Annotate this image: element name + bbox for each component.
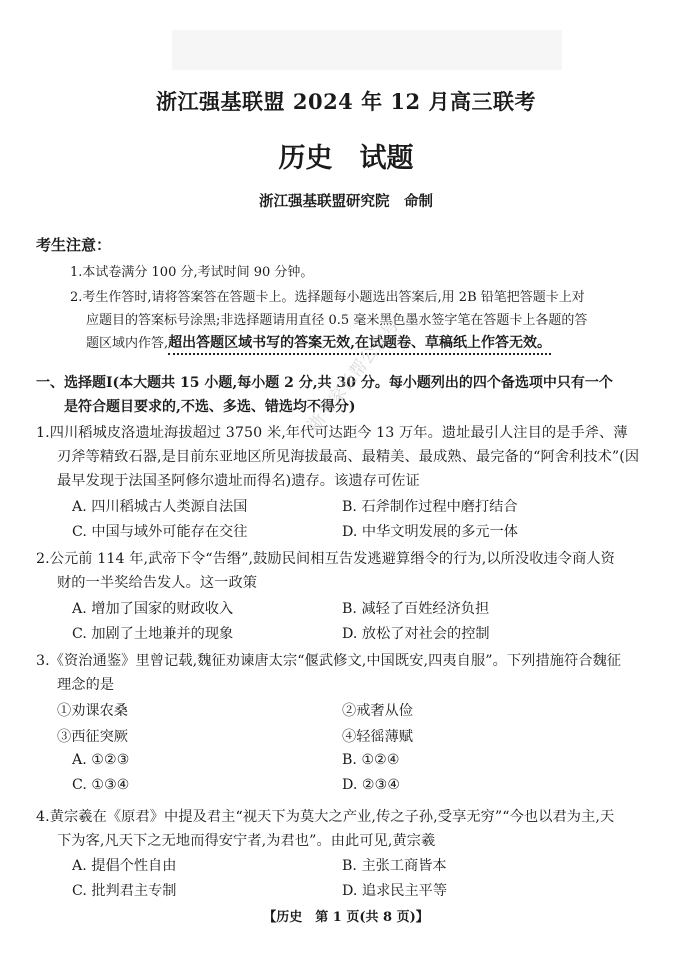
question-4-option-c: C. 批判君主专制 — [72, 883, 177, 899]
question-3-item-4: ④轻徭薄赋 — [342, 729, 413, 745]
question-3-line-2: 理念的是 — [57, 677, 115, 693]
question-1-option-c: C. 中国与域外可能存在交往 — [72, 524, 248, 540]
section-heading-line-1: 一、选择题Ⅰ(本大题共 15 小题,每小题 2 分,共 30 分。每小题列出的四个备选项中只有一个 — [36, 375, 613, 391]
notice-item-2-line-3 — [86, 332, 551, 352]
question-4-option-d: D. 追求民主平等 — [342, 883, 448, 899]
question-4-option-a: A. 提倡个性自由 — [72, 858, 177, 874]
question-3-item-1: ①劝课农桑 — [57, 703, 128, 719]
notice-normal-text: 题区域内作答, — [86, 336, 169, 351]
question-1-option-d: D. 中华文明发展的多元一体 — [342, 524, 518, 540]
question-3-item-3: ③西征突厥 — [57, 729, 128, 745]
page-footer: 【历史 第 1 页(共 8 页)】 — [263, 910, 429, 925]
question-2-line-2: 财的一半奖给告发人。这一政策 — [57, 575, 258, 591]
question-3-option-b: B. ①②④ — [342, 752, 400, 768]
top-scan-shade — [172, 30, 562, 70]
question-3-item-2: ②戒奢从俭 — [342, 703, 413, 719]
question-1-line-2: 刃斧等精致石器,是目前东亚地区所见海拔最高、最精美、最成熟、最完备的“阿舍利技术”(因 — [57, 449, 640, 465]
notice-title: 考生注意： — [36, 236, 112, 254]
exam-title: 浙江强基联盟 2024 年 12 月高三联考 — [156, 89, 536, 114]
question-1-option-b: B. 石斧制作过程中磨打结合 — [342, 499, 518, 515]
question-4-line-1: 4.黄宗羲在《原君》中提及君主“视天下为莫大之产业,传之子孙,受享无穷”“今也以君为主,天 — [36, 809, 615, 825]
question-3-line-1: 3.《资治通鉴》里曾记载,魏征劝谏唐太宗“偃武修文,中国既安,四夷自服”。下列措施符合魏征 — [36, 653, 622, 669]
section-heading-line-2: 是符合题目要求的,不选、多选、错选均不得分) — [64, 399, 356, 415]
notice-emphasis-text: 超出答题区域书写的答案无效,在试题卷、草稿纸上作答无效。 — [168, 335, 551, 355]
notice-item-2-line-1: 2.考生作答时,请将答案答在答题卡上。选择题每小题选出答案后,用 2B 铅笔把答题卡上对 — [70, 290, 585, 305]
question-4-line-2: 下为客,凡天下之无地而得安宁者,为君也”。由此可见,黄宗羲 — [57, 833, 436, 849]
question-1-option-a: A. 四川稻城古人类源自法国 — [72, 499, 248, 515]
question-3-option-d: D. ②③④ — [342, 777, 401, 793]
question-4-option-b: B. 主张工商皆本 — [342, 858, 447, 874]
subject-title: 历史 试题 — [278, 143, 414, 174]
question-2-option-c: C. 加剧了土地兼并的现象 — [72, 626, 234, 642]
question-2-line-1: 2.公元前 114 年,武帝下令“告缗”,鼓励民间相互告发逃避算缗令的行为,以所没收违令商人资 — [36, 551, 615, 567]
question-1-line-3: 最早发现于法国圣阿修尔遗址而得名)遗存。该遗存可佐证 — [57, 473, 420, 489]
watermark: 浙考家长帮公众号 — [303, 315, 404, 436]
question-2-option-d: D. 放松了对社会的控制 — [342, 626, 490, 642]
question-3-option-a: A. ①②③ — [72, 752, 130, 768]
question-1-line-1: 1.四川稻城皮洛遗址海拔超过 3750 米,年代可达距今 13 万年。遗址最引人注目的是手斧、薄 — [36, 425, 628, 441]
notice-item-2-line-2: 应题目的答案标号涂黑;非选择题请用直径 0.5 毫米黑色墨水签字笔在答题卡上各题的答 — [86, 313, 588, 328]
question-3-option-c: C. ①③④ — [72, 777, 130, 793]
question-2-option-b: B. 减轻了百姓经济负担 — [342, 601, 490, 617]
notice-item-1: 1.本试卷满分 100 分,考试时间 90 分钟。 — [70, 265, 314, 280]
question-2-option-a: A. 增加了国家的财政收入 — [72, 601, 234, 617]
author-line: 浙江强基联盟研究院 命制 — [259, 193, 433, 210]
